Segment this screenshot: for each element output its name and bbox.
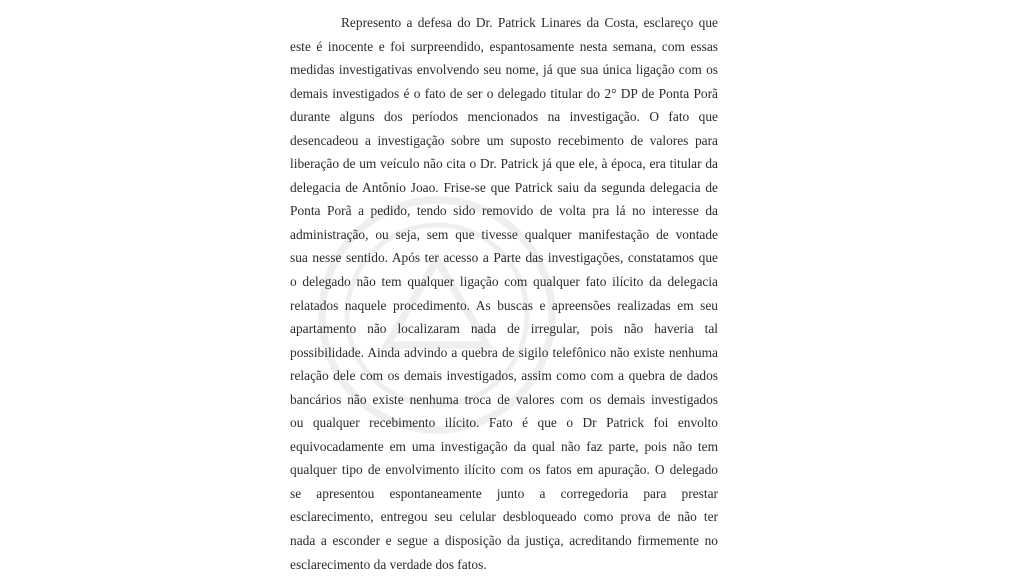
paragraph-line: possibilidade. Ainda advindo a quebra de sigilo telefônico não existe nenhuma [290, 344, 718, 360]
paragraph-line: durante alguns dos períodos mencionados na investigação. O fato que [290, 109, 718, 125]
paragraph-line: administração, ou seja, sem que tivesse qualquer manifestação de vontade [290, 226, 718, 242]
paragraph-line: liberação de um veículo não cita o Dr. Patrick já que ele, à época, era titular da [290, 156, 718, 172]
paragraph-line: equivocadamente em uma investigação da qual não faz parte, pois não tem [290, 438, 718, 454]
paragraph-line: sua nesse sentido. Após ter acesso a Parte das investigações, constatamos que [290, 250, 718, 266]
paragraph-line: se apresentou espontaneamente junto a corregedoria para prestar [290, 485, 718, 501]
paragraph-line: nada a esconder e segue a disposição da justiça, acreditando firmemente no [290, 533, 718, 549]
paragraph-line: apartamento não localizaram nada de irregular, pois não haveria tal [290, 321, 718, 337]
paragraph-line: medidas investigativas envolvendo seu nome, já que sua única ligação com os [290, 62, 718, 78]
paragraph-line: esclarecimento, entregou seu celular desbloqueado como prova de não ter [290, 509, 718, 525]
paragraph-line: desencadeou a investigação sobre um suposto recebimento de valores para [290, 132, 718, 148]
paragraph-line: relação dele com os demais investigados, assim como com a quebra de dados [290, 368, 718, 384]
paragraph-line: este é inocente e foi surpreendido, espantosamente nesta semana, com essas [290, 38, 718, 54]
paragraph-line: bancários não existe nenhuma troca de valores com os demais investigados [290, 391, 718, 407]
paragraph-line: qualquer tipo de envolvimento ilícito com os fatos em apuração. O delegado [290, 462, 718, 478]
paragraph-line: relatados naquele procedimento. As buscas e apreensões realizadas em seu [290, 297, 718, 313]
paragraph-line: esclarecimento da verdade dos fatos. [290, 556, 487, 572]
paragraph-line: o delegado não tem qualquer ligação com qualquer fato ilícito da delegacia [290, 274, 718, 290]
paragraph-line: Ponta Porã a pedido, tendo sido removido de volta pra lá no interesse da [290, 203, 718, 219]
paragraph-line: Represento a defesa do Dr. Patrick Linares da Costa, esclareço que [341, 15, 718, 30]
paragraph-line: delegacia de Antônio Joao. Frise-se que Patrick saiu da segunda delegacia de [290, 179, 718, 195]
paragraph-line: ou qualquer recebimento ilícito. Fato é que o Dr Patrick foi envolto [290, 415, 718, 431]
paragraph-line: demais investigados é o fato de ser o delegado titular do 2° DP de Ponta Porã [290, 85, 718, 101]
statement-paragraph [290, 11, 718, 576]
